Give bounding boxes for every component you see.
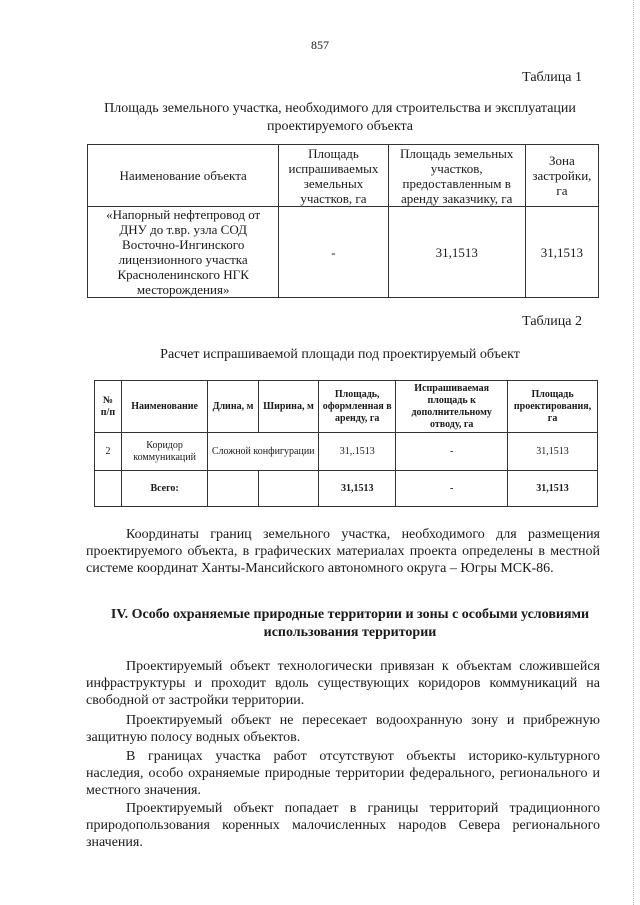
header-cell: Наименование объекта bbox=[88, 145, 279, 207]
empty-cell bbox=[95, 471, 122, 507]
header-cell: № п/п bbox=[95, 381, 122, 433]
table-area-calculation bbox=[94, 380, 598, 507]
data-cell: 31,1513 bbox=[525, 207, 598, 298]
page-edge-line bbox=[632, 0, 634, 905]
header-cell: Наименование bbox=[121, 381, 207, 433]
header-cell: Испрашиваемая площадь к дополнительному отводу, га bbox=[396, 381, 508, 433]
table-row bbox=[95, 433, 598, 471]
data-cell: 31,1513 bbox=[388, 207, 525, 298]
paragraph: В границах участка работ отсутствуют объекты историко-культурного наследия, особо охраняемые природные территории федерального, регионального и местного значения. bbox=[86, 749, 600, 798]
table2-caption: Таблица 2 bbox=[522, 314, 582, 329]
total-label-cell: Всего: bbox=[121, 471, 207, 507]
data-cell: Сложной конфигурации bbox=[208, 433, 319, 471]
header-cell: Длина, м bbox=[208, 381, 258, 433]
data-cell: 31,1513 bbox=[508, 433, 598, 471]
header-cell: Ширина, м bbox=[258, 381, 318, 433]
data-cell: Коридор коммуникаций bbox=[121, 433, 207, 471]
paragraph: Проектируемый объект не пересекает водоохранную зону и прибрежную защитную полосу водных объектов. bbox=[86, 713, 600, 745]
paragraph-coordinates: Координаты границ земельного участка, необходимого для размещения проектируемого объекта, в графических материалах проекта определены в местной системе координат Ханты-Мансийского автономного округа – Югры МСК-86. bbox=[86, 527, 600, 576]
table1-caption: Таблица 1 bbox=[522, 70, 582, 85]
data-cell: 31,.1513 bbox=[319, 433, 396, 471]
header-cell: Площадь проектирования, га bbox=[508, 381, 598, 433]
data-cell: 2 bbox=[95, 433, 122, 471]
object-name-cell: «Напорный нефтепровод от ДНУ до т.вр. узла СОД Восточно-Ингинского лицензионного участка Красноленинского НГК месторождения» bbox=[88, 207, 279, 298]
paragraph: Проектируемый объект технологически привязан к объектам сложившейся инфраструктуры и проходит вдоль существующих коридоров коммуникаций на свободной от застройки территории. bbox=[86, 659, 600, 708]
header-cell: Площадь, оформленная в аренду, га bbox=[319, 381, 396, 433]
data-cell: 31,1513 bbox=[508, 471, 598, 507]
empty-cell bbox=[208, 471, 258, 507]
section-heading: IV. Особо охраняемые природные территории и зоны с особыми условиями использования территории bbox=[110, 607, 590, 640]
empty-cell bbox=[258, 471, 318, 507]
table-header-row bbox=[88, 145, 599, 207]
table2-title: Расчет испрашиваемой площади под проектируемый объект bbox=[160, 347, 520, 362]
header-cell: Площадь испрашиваемых земельных участков, га bbox=[279, 145, 388, 207]
data-cell: - bbox=[396, 433, 508, 471]
table-land-area bbox=[87, 144, 599, 298]
data-cell: - bbox=[396, 471, 508, 507]
page-number: 857 bbox=[311, 38, 329, 52]
table1-title: Площадь земельного участка, необходимого для строительства и эксплуатации проектируемого объекта bbox=[104, 101, 576, 134]
header-cell: Зона застройки, га bbox=[525, 145, 598, 207]
table-total-row bbox=[95, 471, 598, 507]
paragraph: Проектируемый объект попадает в границы территорий традиционного природопользования коренных малочисленных народов Севера регионального значения. bbox=[86, 801, 600, 850]
header-cell: Площадь земельных участков, предоставленным в аренду заказчику, га bbox=[388, 145, 525, 207]
data-cell: - bbox=[279, 207, 388, 298]
data-cell: 31,1513 bbox=[319, 471, 396, 507]
table-row bbox=[88, 207, 599, 298]
table-header-row bbox=[95, 381, 598, 433]
